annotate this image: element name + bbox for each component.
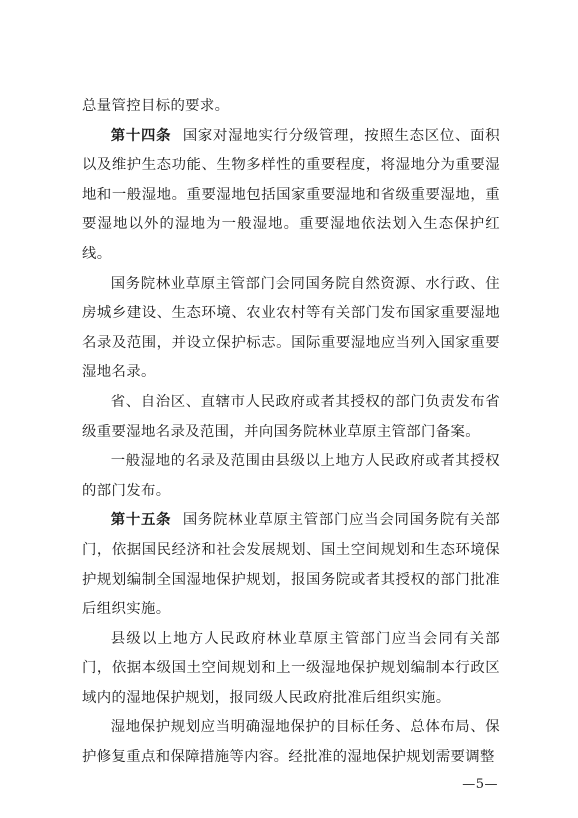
paragraph-text: 湿地保护规划应当明确湿地保护的目标任务、总体布局、保护修复重点和保障措施等内容。经批准的湿地保护规划需要调整: [82, 719, 500, 766]
article-heading: 第十四条: [110, 127, 172, 144]
paragraph: [82, 447, 500, 506]
paragraph-text: 国务院林业草原主管部门会同国务院自然资源、水行政、住房城乡建设、生态环境、农业农村等有关部门发布国家重要湿地名录及范围，并设立保护标志。国际重要湿地应当列入国家重要湿地名录。: [82, 275, 500, 381]
paragraph: [82, 388, 500, 447]
paragraph: [82, 713, 500, 772]
paragraph-text: 一般湿地的名录及范围由县级以上地方人民政府或者其授权的部门发布。: [82, 453, 500, 499]
article-15-paragraph: [82, 506, 500, 624]
paragraph-continuation: [82, 92, 500, 122]
paragraph: [82, 625, 500, 714]
paragraph-text: 国家对湿地实行分级管理，按照生态区位、面积以及维护生态功能、生物多样性的重要程度，将湿地分为重要湿地和一般湿地。重要湿地包括国家重要湿地和省级重要湿地，重要湿地以外的湿地为一般湿地。重要湿地依法划入生态保护红线。: [82, 127, 500, 262]
article-heading: 第十五条: [110, 512, 172, 529]
paragraph: [82, 270, 500, 388]
paragraph-text: 总量管控目标的要求。: [82, 98, 230, 114]
paragraph-text: 国务院林业草原主管部门应当会同国务院有关部门，依据国民经济和社会发展规划、国土空间规划和生态环境保护规划编制全国湿地保护规划，报国务院或者其授权的部门批准后组织实施。: [82, 512, 500, 618]
page-number: —5—: [462, 777, 498, 792]
paragraph-text: 县级以上地方人民政府林业草原主管部门应当会同有关部门，依据本级国土空间规划和上一级湿地保护规划编制本行政区域内的湿地保护规划，报同级人民政府批准后组织实施。: [82, 630, 500, 706]
paragraph-text: 省、自治区、直辖市人民政府或者其授权的部门负责发布省级重要湿地名录及范围，并向国务院林业草原主管部门备案。: [82, 393, 500, 440]
article-14-paragraph: [82, 122, 500, 270]
body-text: [82, 92, 500, 773]
